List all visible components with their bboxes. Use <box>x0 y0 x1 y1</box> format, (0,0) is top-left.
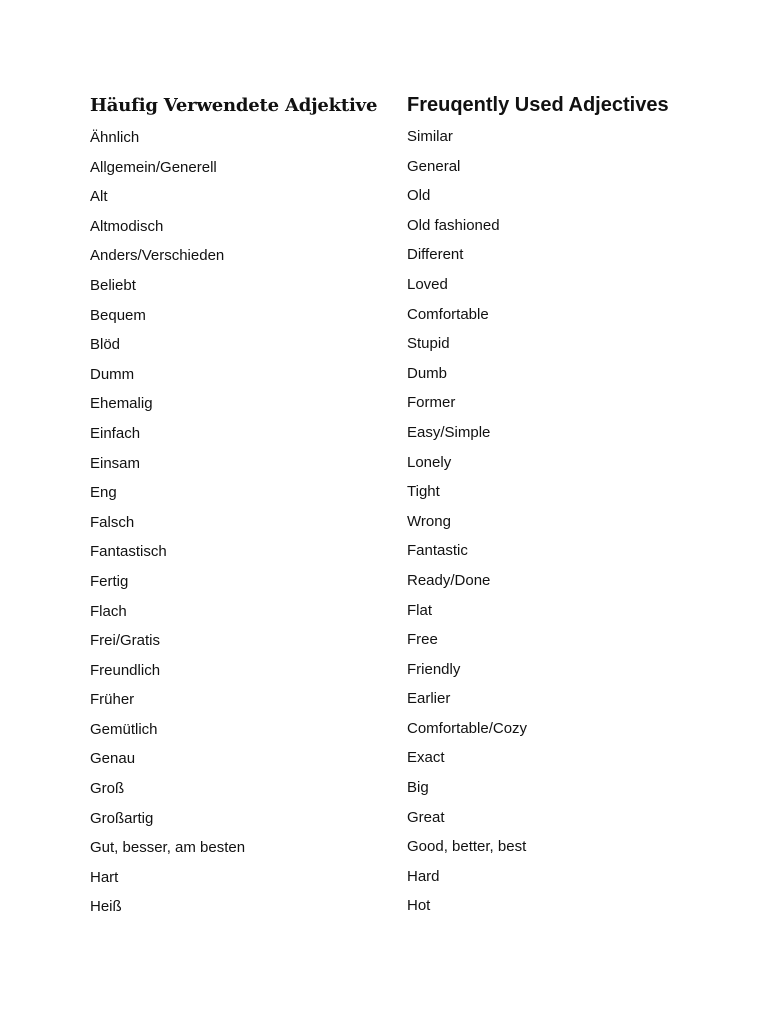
german-word: Eng <box>90 484 117 502</box>
english-word: Dumb <box>407 364 448 382</box>
german-word-list <box>90 123 390 922</box>
english-word: Good, better, best <box>407 838 527 856</box>
german-word: Heiß <box>90 898 122 916</box>
german-column <box>90 92 390 922</box>
english-word: Tight <box>407 483 440 501</box>
german-word: Beliebt <box>90 276 136 294</box>
english-word: Great <box>407 808 445 826</box>
german-word: Ehemalig <box>90 395 153 413</box>
german-word: Einfach <box>90 424 141 442</box>
english-word: Friendly <box>407 660 461 678</box>
english-word: Comfortable/Cozy <box>407 719 528 737</box>
german-word: Großartig <box>90 809 154 827</box>
german-heading: Häufig Verwendete Adjektive <box>90 95 378 116</box>
german-word: Fantastisch <box>90 543 167 561</box>
german-word: Fertig <box>90 572 129 590</box>
english-word-list <box>407 122 737 921</box>
english-word: Comfortable <box>407 305 489 323</box>
german-word: Anders/Verschieden <box>90 247 225 265</box>
german-word: Dumm <box>90 365 135 383</box>
german-word: Gemütlich <box>90 720 158 738</box>
english-word: Flat <box>407 601 433 619</box>
german-word: Flach <box>90 602 127 620</box>
english-word: Old <box>407 187 431 205</box>
english-word: Stupid <box>407 335 450 353</box>
german-word: Frei/Gratis <box>90 632 161 650</box>
german-word: Ähnlich <box>90 129 140 146</box>
english-column <box>407 92 737 921</box>
german-word: Hart <box>90 868 119 886</box>
english-word: Different <box>407 246 464 264</box>
english-heading: Freuqently Used Adjectives <box>407 94 669 116</box>
german-word: Bequem <box>90 306 146 324</box>
english-word: Lonely <box>407 453 452 471</box>
english-word: Exact <box>407 749 445 767</box>
english-word: Hot <box>407 897 431 915</box>
german-word: Groß <box>90 780 125 798</box>
german-word: Genau <box>90 750 136 768</box>
english-word: Former <box>407 394 456 412</box>
english-word: General <box>407 157 461 175</box>
english-word: Earlier <box>407 690 451 708</box>
english-word: Ready/Done <box>407 571 491 589</box>
english-word: Similar <box>407 128 453 145</box>
english-word: Old fashioned <box>407 216 500 234</box>
german-word: Früher <box>90 691 135 709</box>
english-word: Easy/Simple <box>407 423 491 441</box>
english-word: Free <box>407 631 438 649</box>
german-word: Falsch <box>90 513 135 531</box>
english-word: Wrong <box>407 512 451 530</box>
german-word: Altmodisch <box>90 217 164 235</box>
english-word: Big <box>407 779 429 797</box>
german-word: Freundlich <box>90 661 161 679</box>
german-word: Alt <box>90 188 108 206</box>
german-word: Einsam <box>90 454 141 472</box>
german-word: Allgemein/Generell <box>90 158 217 176</box>
english-word: Hard <box>407 867 440 885</box>
german-word: Blöd <box>90 336 121 354</box>
english-word: Fantastic <box>407 542 468 560</box>
german-word: Gut, besser, am besten <box>90 839 246 857</box>
english-word: Loved <box>407 275 448 293</box>
